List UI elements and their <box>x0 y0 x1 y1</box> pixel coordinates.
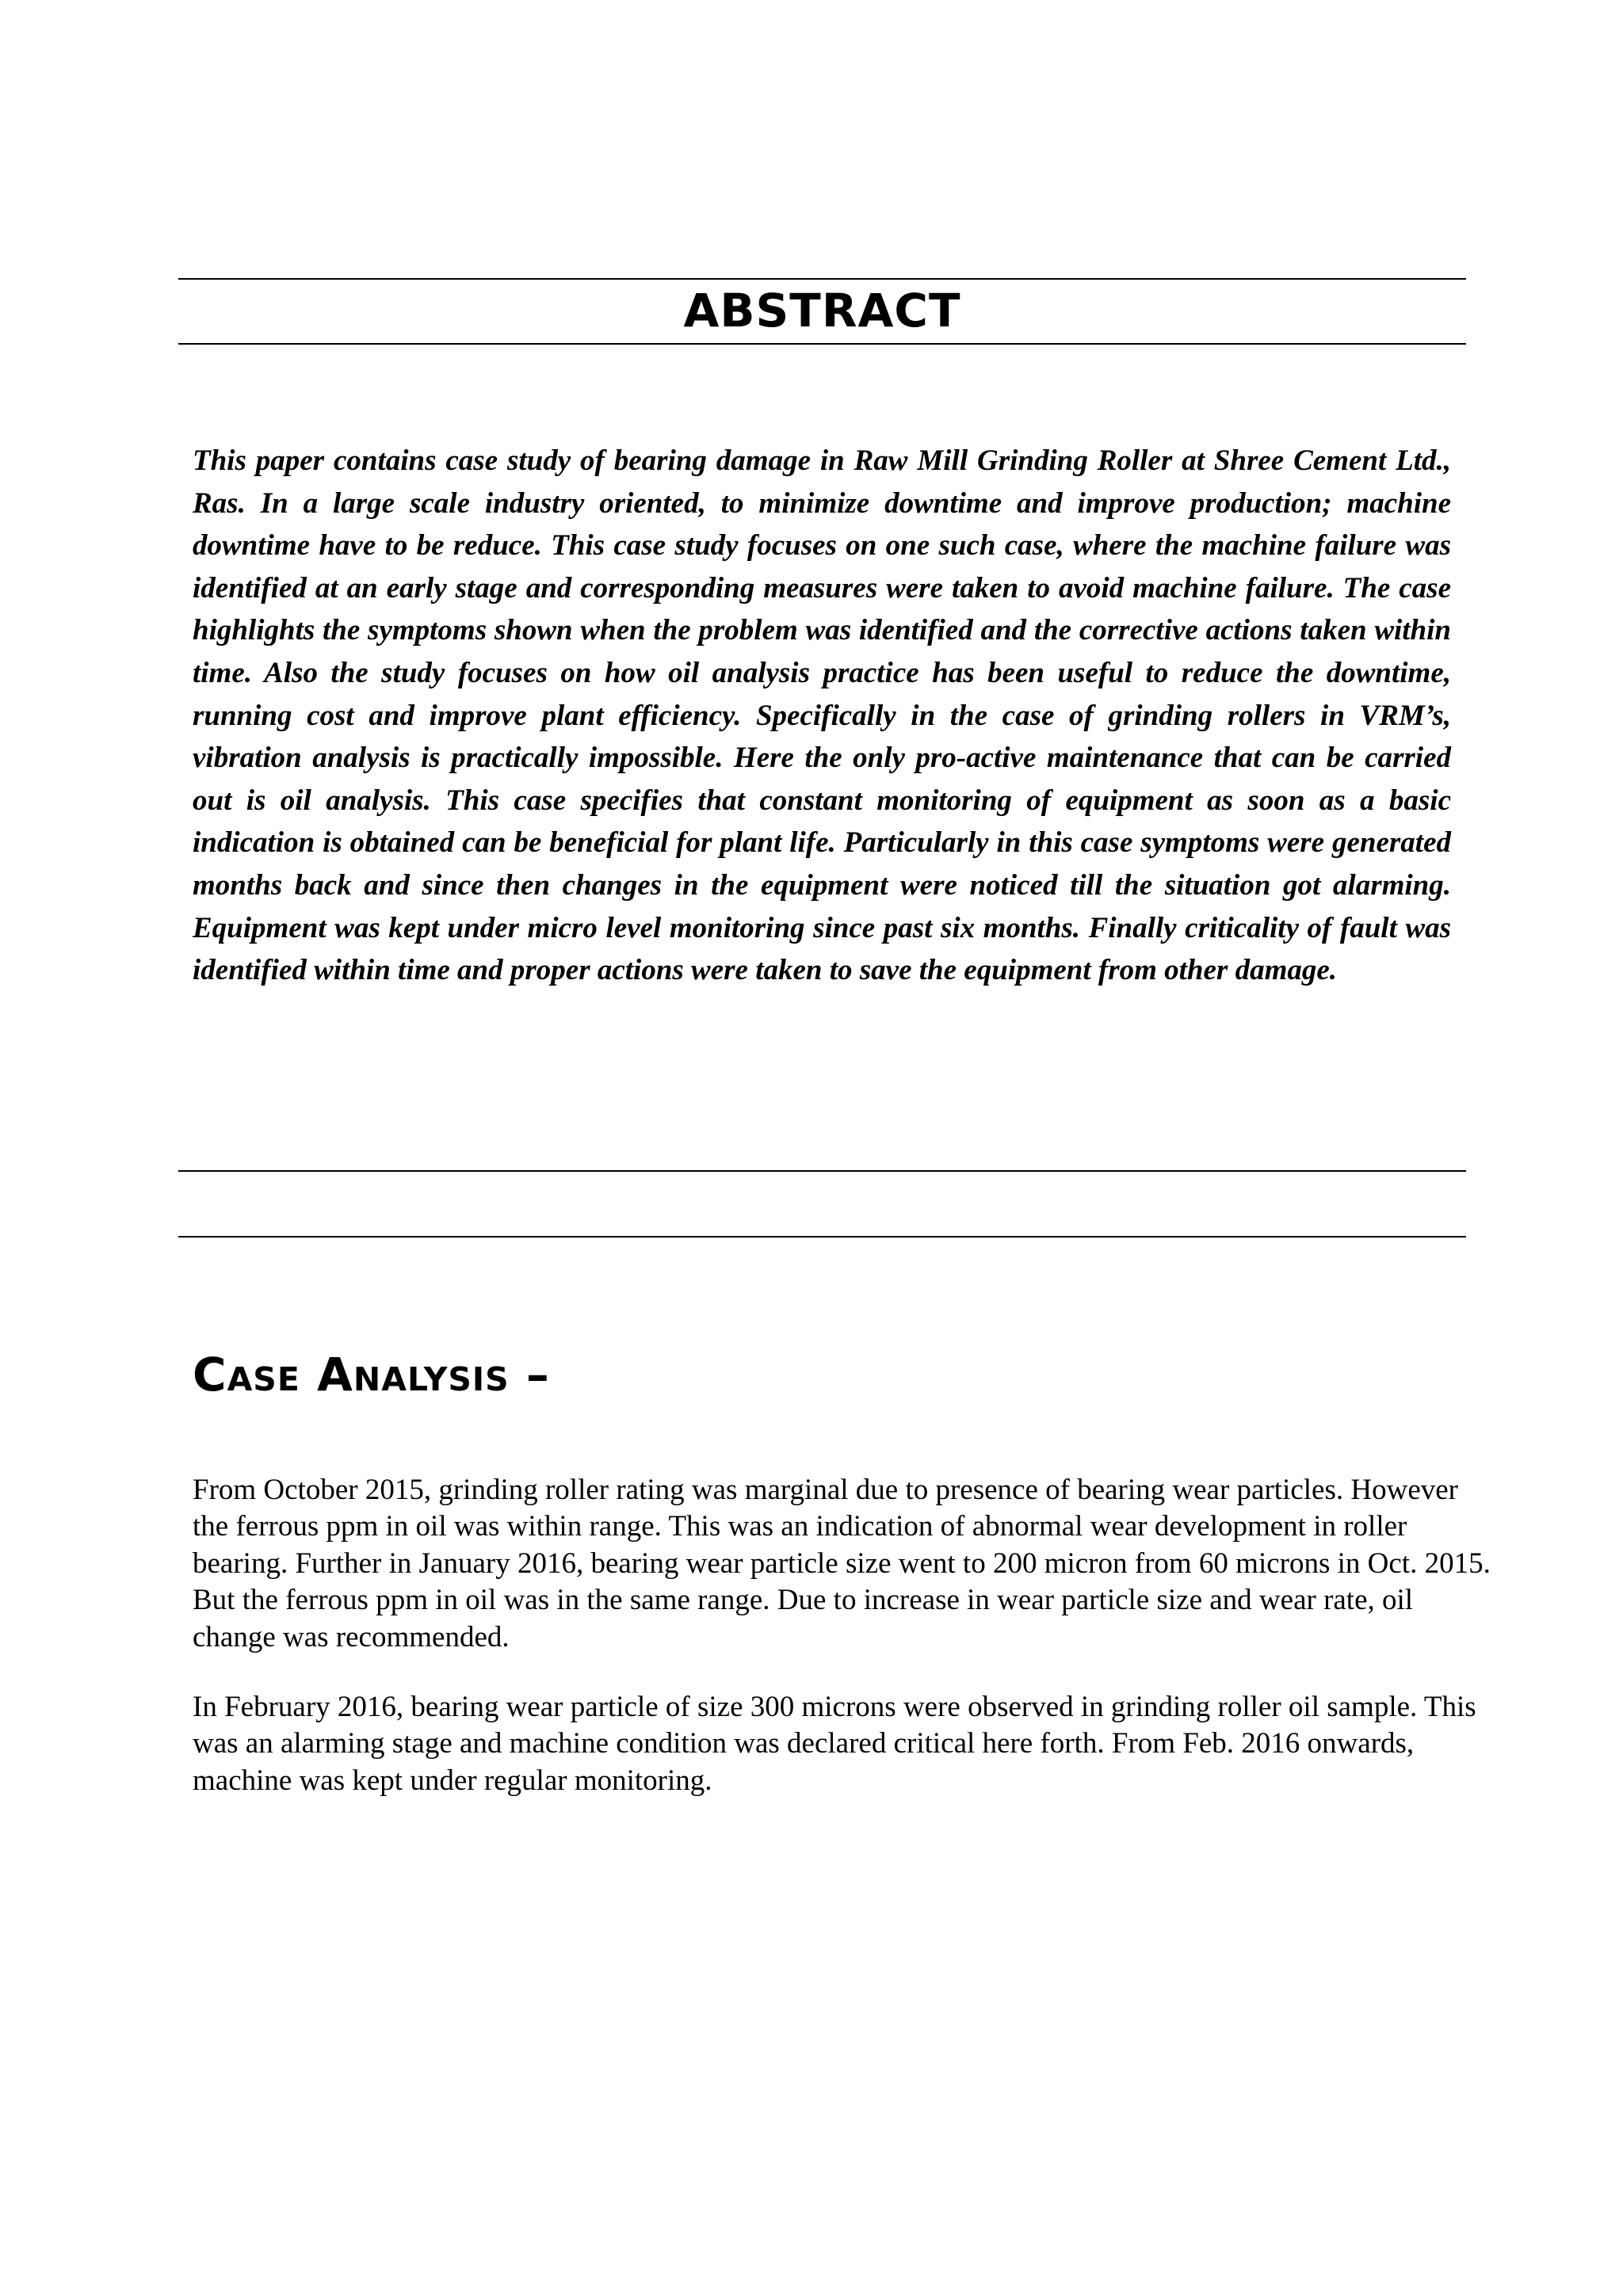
case-analysis-heading: Case Analysis – <box>193 1348 550 1402</box>
section-divider-bottom <box>178 1236 1466 1238</box>
abstract-paragraph: This paper contains case study of bearing damage in Raw Mill Grinding Roller at Shree Cement Ltd., Ras. In a large scale industry oriented, to minimize downtime and improve production; machine downtime have to be reduce. This case study focuses on one such case, where the machine failure was identified at an early stage and corresponding measures were taken to avoid machine failure. The case highlights the symptoms shown when the problem was identified and the corrective actions taken within time. Also the study focuses on how oil analysis practice has been useful to reduce the downtime, running cost and improve plant efficiency. Specifically in the case of grinding rollers in VRM’s, vibration analysis is practically impossible. Here the only pro-active maintenance that can be carried out is oil analysis. This case specifies that constant monitoring of equipment as soon as a basic indication is obtained can be beneficial for plant life. Particularly in this case symptoms were generated months back and since then changes in the equipment were noticed till the situation got alarming. Equipment was kept under micro level monitoring since past six months. Finally criticality of fault was identified within time and proper actions were taken to save the equipment from other damage. <box>193 444 1451 987</box>
abstract-heading: ABSTRACT <box>683 284 961 338</box>
case-analysis-paragraph-1: From October 2015, grinding roller rating was marginal due to presence of bearing wear particles. However the ferrous ppm in oil was within range. This was an indication of abnormal wear development in roller bearing. Further in January 2016, bearing wear particle size went to 200 micron from 60 microns in Oct. 2015. But the ferrous ppm in oil was in the same range. Due to increase in wear particle size and wear rate, oil change was recommended. <box>193 1474 1491 1653</box>
abstract-bottom-rule <box>178 343 1466 345</box>
section-divider-top <box>178 1170 1466 1172</box>
case-analysis-paragraph-2: In February 2016, bearing wear particle of size 300 microns were observed in grinding roller oil sample. This was an alarming stage and machine condition was declared critical here forth. From Feb. 2016 onwards, machine was kept under regular monitoring. <box>193 1691 1476 1797</box>
